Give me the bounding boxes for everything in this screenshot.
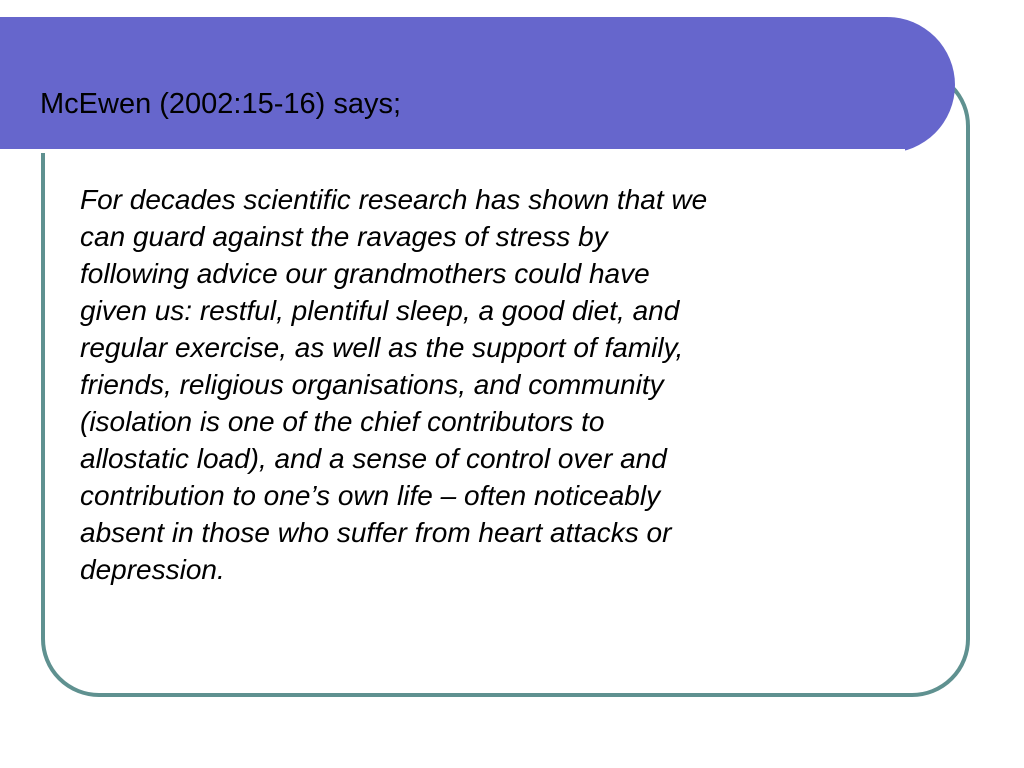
- quote-line: (isolation is one of the chief contributors to: [80, 406, 605, 437]
- quote-line: allostatic load), and a sense of control over and: [80, 443, 667, 474]
- quote-line: regular exercise, as well as the support of family,: [80, 332, 684, 363]
- quote-line: can guard against the ravages of stress by: [80, 221, 608, 252]
- quote-line: contribution to one’s own life – often noticeably: [80, 480, 661, 511]
- quote-line: following advice our grandmothers could have: [80, 258, 650, 289]
- quote-line: friends, religious organisations, and community: [80, 369, 664, 400]
- quote-line: absent in those who suffer from heart attacks or: [80, 517, 672, 548]
- quote-line: given us: restful, plentiful sleep, a good diet, and: [80, 295, 680, 326]
- title-bar: [0, 17, 955, 153]
- quote-line: For decades scientific research has shown that we: [80, 184, 708, 215]
- quote-text: [80, 181, 880, 588]
- slide-title: McEwen (2002:15-16) says;: [40, 88, 402, 120]
- title-underline: [0, 149, 905, 153]
- quote-line: depression.: [80, 554, 225, 585]
